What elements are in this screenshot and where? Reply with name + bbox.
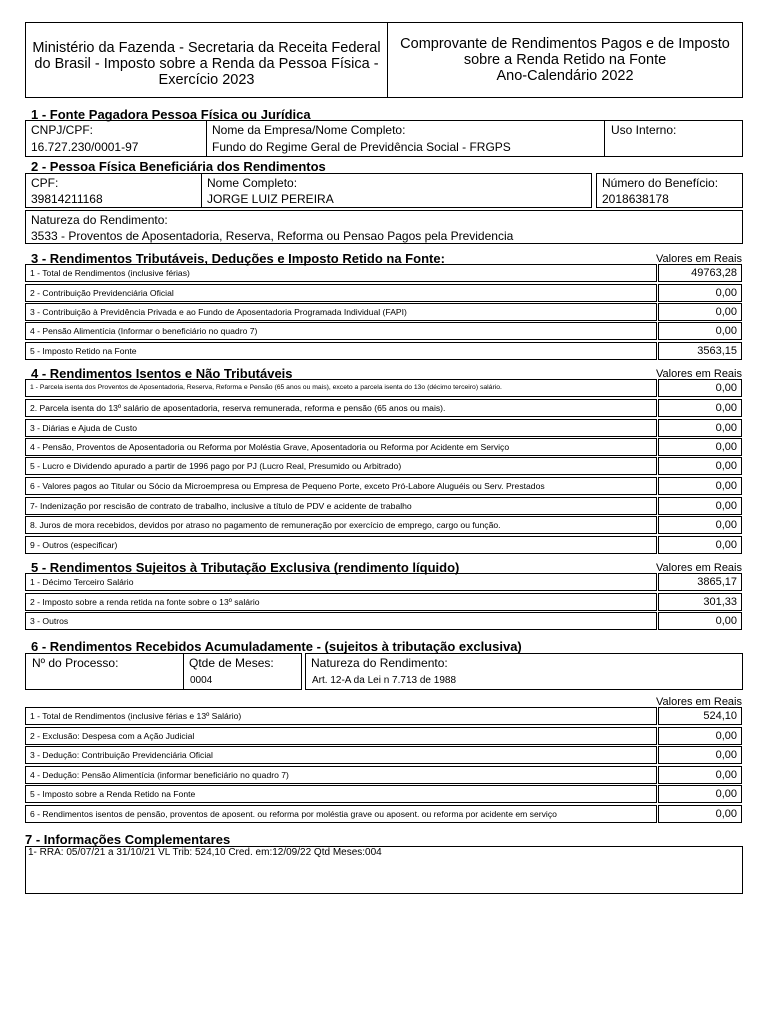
table-row	[25, 477, 657, 495]
row-value-box	[658, 805, 742, 823]
section5-title: 5 - Rendimentos Sujeitos à Tributação Exclusiva (rendimento líquido)	[31, 560, 460, 575]
row-value-box	[658, 399, 742, 417]
section2-benefit-label: Número do Benefício:	[602, 176, 719, 190]
row-value-box	[658, 573, 742, 591]
section2-name-box	[201, 173, 592, 208]
row-value: 524,10	[703, 710, 737, 722]
section6-months-label: Qtde de Meses:	[189, 656, 274, 670]
row-value-box	[658, 477, 742, 495]
section2-name-label: Nome Completo:	[207, 176, 298, 190]
header-left-line-2: do Brasil - Imposto sobre a Renda da Pessoa Física -	[34, 56, 379, 72]
row-value: 0,00	[715, 730, 737, 742]
section6-title: 6 - Rendimentos Recebidos Acumuladamente - (sujeitos à tributação exclusiva)	[31, 639, 522, 654]
section1-title: 1 - Fonte Pagadora Pessoa Física ou Jurídica	[31, 107, 311, 122]
table-row	[25, 322, 657, 340]
row-value: 301,33	[703, 596, 737, 608]
section1-cnpj-box	[25, 120, 207, 157]
row-label: 5 - Lucro e Dividendo apurado a partir de 1996 pago por PJ (Lucro Real, Presumido ou Arbitrado)	[30, 461, 402, 471]
header-right-line-2: sobre a Renda Retido na Fonte	[463, 52, 667, 68]
header-right-line-3: Ano-Calendário 2022	[496, 68, 634, 84]
table-row	[25, 805, 657, 823]
table-row	[25, 303, 657, 321]
row-value: 0,00	[715, 441, 737, 453]
table-row	[25, 785, 657, 803]
row-label: 3 - Diárias e Ajuda de Custo	[30, 423, 138, 433]
row-value: 0,00	[715, 402, 737, 414]
table-row	[25, 707, 657, 725]
section2-cpf-box	[25, 173, 202, 208]
row-value: 49763,28	[691, 267, 737, 279]
row-value: 0,00	[715, 287, 737, 299]
section2-title: 2 - Pessoa Física Beneficiária dos Rendimentos	[31, 159, 326, 174]
row-label: 3 - Outros	[30, 616, 69, 626]
table-row	[25, 438, 657, 456]
header-right-box	[387, 22, 743, 98]
row-value: 0,00	[715, 460, 737, 472]
section2-benefit-box	[596, 173, 743, 208]
row-label: 9 - Outros (especificar)	[30, 540, 118, 550]
row-value: 3563,15	[697, 345, 737, 357]
section7-box	[25, 846, 743, 894]
row-value-box	[658, 284, 742, 302]
row-value-box	[658, 746, 742, 764]
row-value-box	[658, 516, 742, 534]
row-label: 5 - Imposto Retido na Fonte	[30, 346, 137, 356]
row-value-box	[658, 612, 742, 630]
table-row	[25, 264, 657, 282]
row-label: 6 - Valores pagos ao Titular ou Sócio da Microempresa ou Empresa de Pequeno Porte, exceto Pró-Labore Aluguéis ou Serv. Prestados	[30, 481, 545, 491]
section1-name-value: Fundo do Regime Geral de Previdência Social - FRGPS	[212, 140, 511, 154]
table-row	[25, 379, 657, 397]
row-label: 5 - Imposto sobre a Renda Retido na Fonte	[30, 789, 196, 799]
table-row	[25, 516, 657, 534]
row-label: 4 - Pensão Alimentícia (Informar o beneficiário no quadro 7)	[30, 326, 258, 336]
row-value-box	[658, 379, 742, 397]
header-left-line-3: Exercício 2023	[158, 72, 255, 88]
table-row	[25, 593, 657, 611]
row-label: 8. Juros de mora recebidos, devidos por atraso no pagamento de remuneração por exercício de emprego, cargo ou função.	[30, 520, 501, 530]
section6-months-box	[183, 653, 302, 690]
row-value: 0,00	[715, 306, 737, 318]
row-value: 0,00	[715, 500, 737, 512]
row-label: 2 - Contribuição Previdenciária Oficial	[30, 288, 174, 298]
row-label: 3 - Contribuição à Previdência Privada e ao Fundo de Aposentadoria Programada Individual (FAPI)	[30, 307, 407, 317]
row-value: 0,00	[715, 480, 737, 492]
row-value-box	[658, 593, 742, 611]
header-right-line-1: Comprovante de Rendimentos Pagos e de Imposto	[400, 36, 730, 52]
table-row	[25, 727, 657, 745]
section2-name-value: JORGE LUIZ PEREIRA	[207, 192, 334, 206]
section7-title: 7 - Informações Complementares	[25, 832, 231, 847]
row-value: 0,00	[715, 519, 737, 531]
row-value-box	[658, 497, 742, 515]
section2-nature-box	[25, 210, 743, 244]
row-value-box	[658, 785, 742, 803]
row-value-box	[658, 342, 742, 360]
table-row	[25, 497, 657, 515]
row-label: 1 - Total de Rendimentos (inclusive férias)	[30, 268, 190, 278]
section3-title: 3 - Rendimentos Tributáveis, Deduções e Imposto Retido na Fonte:	[31, 251, 445, 266]
row-value: 0,00	[715, 422, 737, 434]
section2-nature-label: Natureza do Rendimento:	[31, 213, 168, 227]
section2-cpf-value: 39814211168	[31, 192, 103, 206]
section2-cpf-label: CPF:	[31, 176, 59, 190]
row-value-box	[658, 438, 742, 456]
table-row	[25, 342, 657, 360]
row-label: 2 - Exclusão: Despesa com a Ação Judicial	[30, 731, 195, 741]
row-label: 4 - Pensão, Proventos de Aposentadoria ou Reforma por Moléstia Grave, Aposentadoria ou Reforma por Acidente em Serviço	[30, 442, 510, 452]
row-value-box	[658, 766, 742, 784]
section6-nature-value: Art. 12-A da Lei n 7.713 de 1988	[312, 675, 456, 686]
section3-values-label: Valores em Reais	[656, 253, 742, 265]
section1-internal-box	[604, 120, 743, 157]
row-label: 1 - Décimo Terceiro Salário	[30, 577, 134, 587]
section1-internal-label: Uso Interno:	[611, 123, 677, 137]
row-value-box	[658, 303, 742, 321]
table-row	[25, 284, 657, 302]
section5-values-label: Valores em Reais	[656, 562, 742, 574]
table-row	[25, 746, 657, 764]
section6-process-box	[25, 653, 184, 690]
row-value: 0,00	[715, 808, 737, 820]
row-label: 2 - Imposto sobre a renda retida na fonte sobre o 13º salário	[30, 597, 260, 607]
section7-text: 1- RRA: 05/07/21 a 31/10/21 VL Trib: 524,10 Cred. em:12/09/22 Qtd Meses:004	[28, 847, 382, 858]
section1-cnpj-value: 16.727.230/0001-97	[31, 140, 139, 154]
table-row	[25, 536, 657, 554]
section4-title: 4 - Rendimentos Isentos e Não Tributáveis	[31, 366, 293, 381]
table-row	[25, 419, 657, 437]
row-value: 0,00	[715, 788, 737, 800]
row-value: 0,00	[715, 615, 737, 627]
row-label: 7- Indenização por rescisão de contrato de trabalho, inclusive a título de PDV e acidente de trabalho	[30, 501, 412, 511]
row-value: 0,00	[715, 749, 737, 761]
row-value-box	[658, 727, 742, 745]
row-value: 3865,17	[697, 576, 737, 588]
row-value-box	[658, 322, 742, 340]
section2-nature-value: 3533 - Proventos de Aposentadoria, Reserva, Reforma ou Pensao Pagos pela Previdencia	[31, 229, 514, 243]
row-label: 3 - Dedução: Contribuição Previdenciária Oficial	[30, 750, 213, 760]
row-value: 0,00	[715, 382, 737, 394]
row-value-box	[658, 707, 742, 725]
row-value-box	[658, 536, 742, 554]
table-row	[25, 766, 657, 784]
table-row	[25, 399, 657, 417]
row-value-box	[658, 457, 742, 475]
header-left-box	[25, 22, 388, 98]
row-label: 6 - Rendimentos isentos de pensão, proventos de aposent. ou reforma por moléstia grave ou aposent. ou reforma por acidente em serviço	[30, 809, 557, 819]
section1-name-box	[206, 120, 605, 157]
section6-nature-box	[305, 653, 743, 690]
section4-values-label: Valores em Reais	[656, 368, 742, 380]
section1-cnpj-label: CNPJ/CPF:	[31, 123, 94, 137]
table-row	[25, 457, 657, 475]
section6-months-value: 0004	[190, 675, 213, 686]
row-value-box	[658, 419, 742, 437]
section6-values-label: Valores em Reais	[656, 696, 742, 708]
header-left-line-1: Ministério da Fazenda - Secretaria da Receita Federal	[32, 40, 381, 56]
row-label: 4 - Dedução: Pensão Alimentícia (informar beneficiário no quadro 7)	[30, 770, 289, 780]
row-value: 0,00	[715, 539, 737, 551]
section2-benefit-value: 2018638178	[602, 192, 669, 206]
row-value-box	[658, 264, 742, 282]
table-row	[25, 612, 657, 630]
section6-nature-label: Natureza do Rendimento:	[311, 656, 448, 670]
row-label: 1 - Total de Rendimentos (inclusive férias e 13º Salário)	[30, 711, 242, 721]
row-value: 0,00	[715, 325, 737, 337]
row-label: 1 - Parcela isenta dos Proventos de Aposentadoria, Reserva, Reforma e Pensão (65 anos ou mais), exceto a parcela isenta do 13o (décimo terceiro) salário.	[30, 384, 502, 391]
row-value: 0,00	[715, 769, 737, 781]
section6-process-label: Nº do Processo:	[32, 656, 119, 670]
section1-name-label: Nome da Empresa/Nome Completo:	[212, 123, 406, 137]
table-row	[25, 573, 657, 591]
row-label: 2. Parcela isenta do 13º salário de aposentadoria, reserva remunerada, reforma e pensão (65 anos ou mais).	[30, 403, 446, 413]
